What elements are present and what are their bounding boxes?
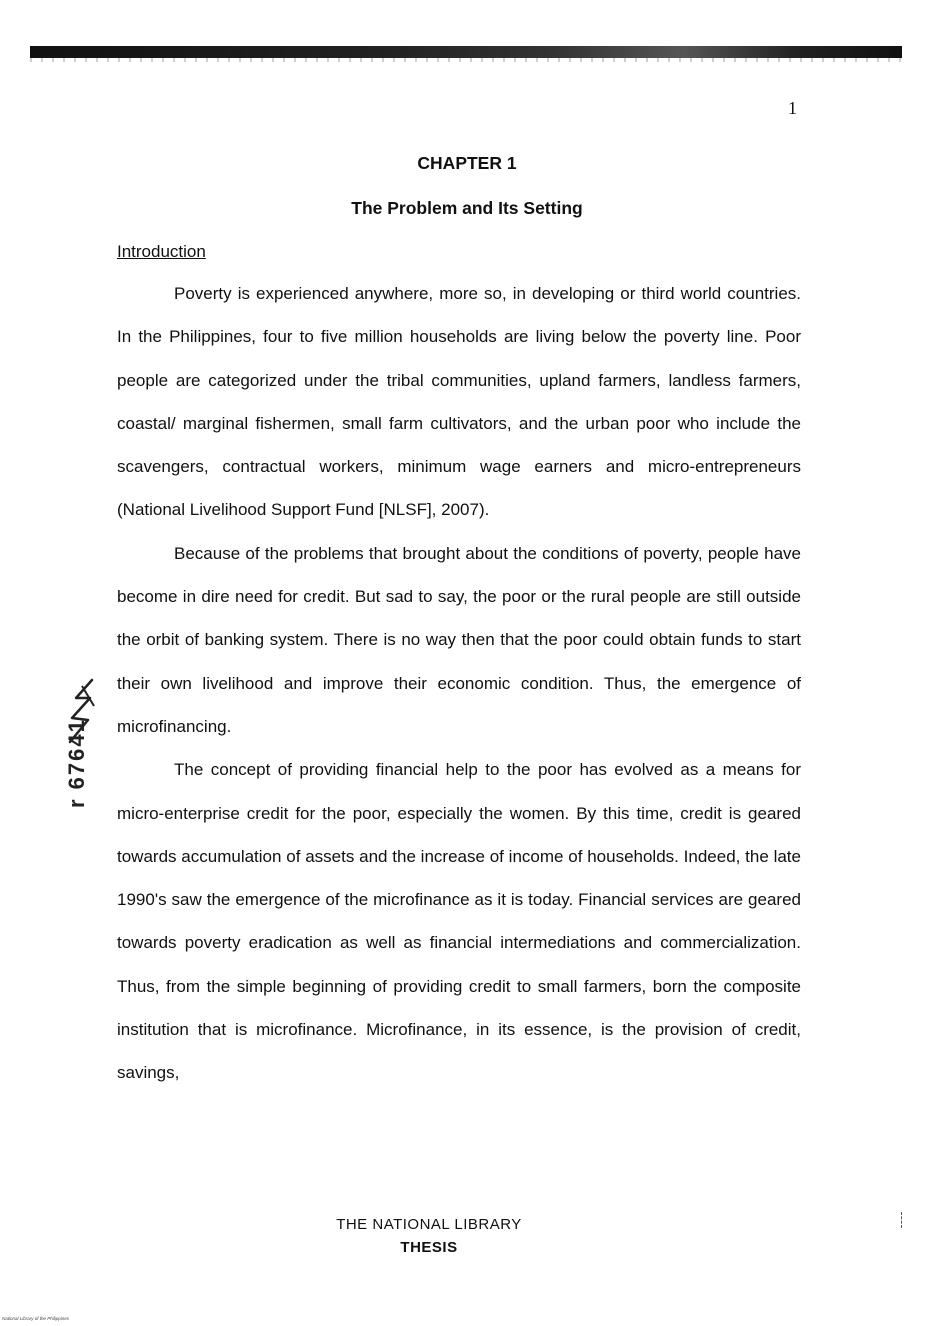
body-text: [117, 272, 801, 1095]
footer-watermark: National Library of the Philippines: [2, 1316, 70, 1321]
scan-header-bar: [30, 46, 902, 58]
chapter-heading: CHAPTER 1: [417, 153, 517, 173]
library-stamp-line1: THE NATIONAL LIBRARY: [336, 1216, 522, 1233]
page-number: 1: [788, 98, 797, 118]
paragraph: Because of the problems that brought about the conditions of poverty, people have become in dire need for credit. But sad to say, the poor or the rural people are still outside the orbit of banking system. There is no way then that the poor could obtain funds to start their own livelihood and improve their economic condition. Thus, the emergence of microfinancing.: [117, 543, 801, 736]
library-stamp-line2: THESIS: [400, 1239, 458, 1256]
chapter-title: The Problem and Its Setting: [351, 198, 583, 218]
scan-noise: [30, 58, 902, 62]
paragraph: The concept of providing financial help to the poor has evolved as a means for micro-enterprise credit for the poor, especially the women. By this time, credit is geared towards accumulation of assets and the increase of income of households. Indeed, the late 1990's saw the emergence of the microfinance as it is today. Financial services are geared towards poverty eradication as well as financial intermediations and commercialization. Thus, from the simple beginning of providing credit to small farmers, born the composite institution that is microfinance. Microfinance, in its essence, is the provision of credit, savings,: [117, 760, 801, 1083]
accession-number: r 67641: [64, 718, 89, 808]
section-heading: Introduction: [117, 242, 206, 261]
paragraph: Poverty is experienced anywhere, more so, in developing or third world countries. In the Philippines, four to five million households are living below the poverty line. Poor people are categorized under the tribal communities, upland farmers, landless farmers, coastal/ marginal fishermen, small farm cultivators, and the urban poor who include the scavengers, contractual workers, minimum wage earners and micro-entrepreneurs (National Livelihood Support Fund [NLSF], 2007).: [117, 284, 801, 520]
library-stamp: [0, 1213, 858, 1259]
scan-mark: [901, 1212, 903, 1228]
